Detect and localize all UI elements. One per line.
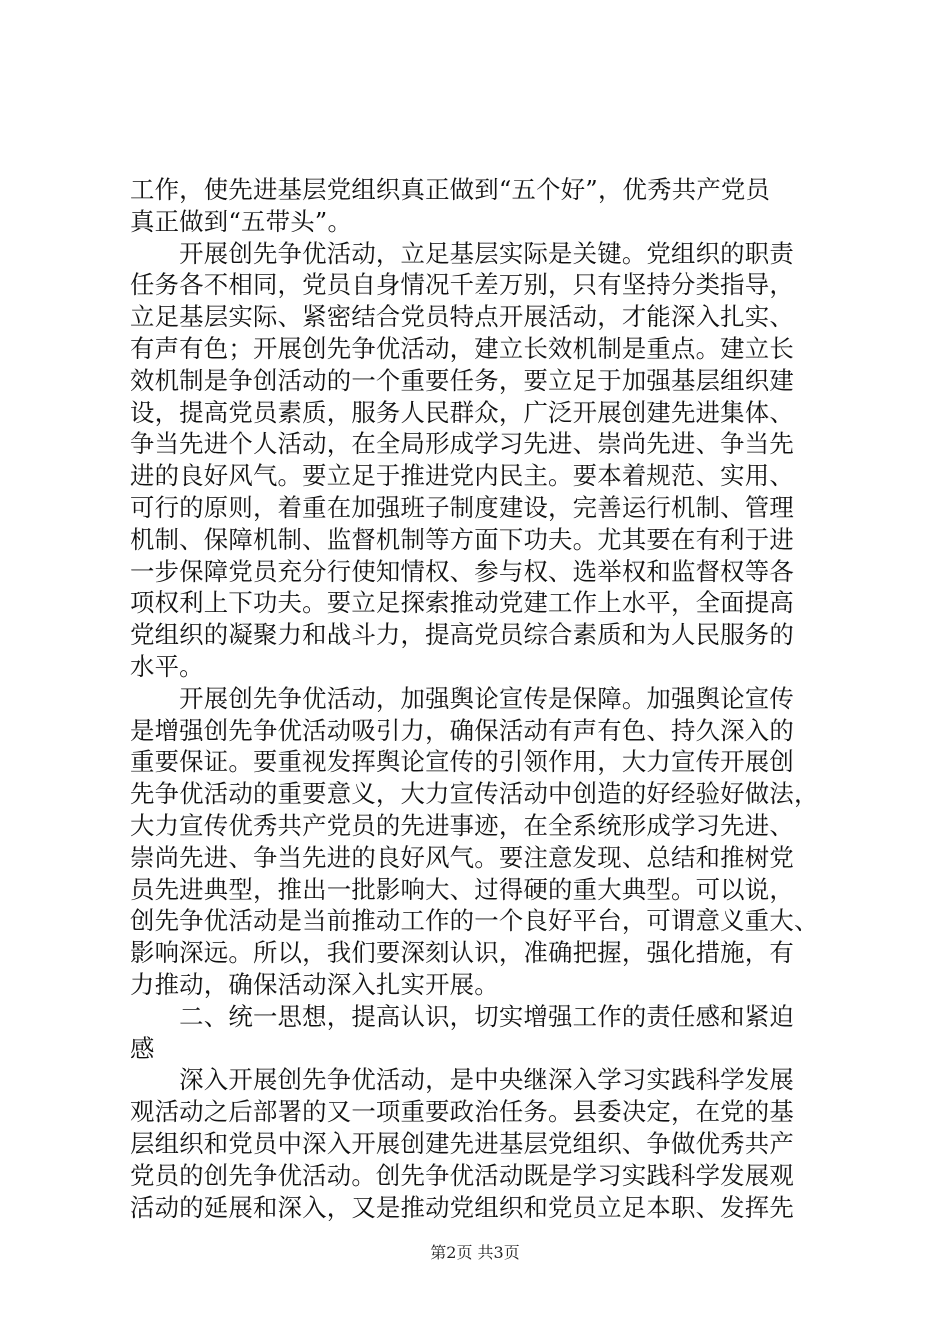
text-line: 活动的延展和深入，又是推动党组织和党员立足本职、发挥先 — [130, 1192, 794, 1222]
text-line: 深入开展创先争优活动，是中央继深入学习实践科学发展 — [130, 1065, 794, 1095]
text-line: 项权利上下功夫。要立足探索推动党建工作上水平，全面提高 — [130, 588, 794, 618]
text-line: 党组织的凝聚力和战斗力，提高党员综合素质和为人民服务的 — [130, 620, 794, 650]
text-line: 机制、保障机制、监督机制等方面下功夫。尤其要在有利于进 — [130, 524, 794, 554]
text-line: 观活动之后部署的又一项重要政治任务。县委决定，在党的基 — [130, 1097, 794, 1127]
text-line: 真正做到“五带头”。 — [130, 206, 353, 236]
page-footer: 第2页 共3页 — [430, 1243, 520, 1262]
text-line: 进的良好风气。要立足于推进党内民主。要本着规范、实用、 — [130, 461, 794, 491]
text-line: 效机制是争创活动的一个重要任务，要立足于加强基层组织建 — [130, 365, 794, 395]
text-line: 开展创先争优活动，加强舆论宣传是保障。加强舆论宣传 — [130, 683, 794, 713]
text-line: 创先争优活动是当前推动工作的一个良好平台，可谓意义重大、 — [130, 906, 819, 936]
text-line: 二、统一思想，提高认识，切实增强工作的责任感和紧迫 — [130, 1001, 794, 1031]
text-line: 员先进典型，推出一批影响大、过得硬的重大典型。可以说， — [130, 874, 794, 904]
text-line: 重要保证。要重视发挥舆论宣传的引领作用，大力宣传开展创 — [130, 747, 794, 777]
text-line: 水平。 — [130, 651, 204, 681]
text-line: 大力宣传优秀共产党员的先进事迹，在全系统形成学习先进、 — [130, 810, 794, 840]
text-line: 力推动，确保活动深入扎实开展。 — [130, 969, 499, 999]
text-line: 感 — [130, 1033, 155, 1063]
body-text — [130, 174, 830, 1223]
text-line: 党员的创先争优活动。创先争优活动既是学习实践科学发展观 — [130, 1160, 794, 1190]
text-line: 任务各不相同，党员自身情况千差万别，只有坚持分类指导， — [130, 270, 794, 300]
text-line: 开展创先争优活动，立足基层实际是关键。党组织的职责 — [130, 238, 794, 268]
text-line: 可行的原则，着重在加强班子制度建设，完善运行机制、管理 — [130, 492, 794, 522]
text-line: 有声有色；开展创先争优活动，建立长效机制是重点。建立长 — [130, 333, 794, 363]
text-line: 立足基层实际、紧密结合党员特点开展活动，才能深入扎实、 — [130, 302, 794, 332]
text-line: 影响深远。所以，我们要深刻认识，准确把握，强化措施，有 — [130, 938, 794, 968]
text-line: 是增强创先争优活动吸引力，确保活动有声有色、持久深入的 — [130, 715, 794, 745]
text-line: 一步保障党员充分行使知情权、参与权、选举权和监督权等各 — [130, 556, 794, 586]
text-line: 崇尚先进、争当先进的良好风气。要注意发现、总结和推树党 — [130, 842, 794, 872]
text-line: 争当先进个人活动，在全局形成学习先进、崇尚先进、争当先 — [130, 429, 794, 459]
text-line: 层组织和党员中深入开展创建先进基层党组织、争做优秀共产 — [130, 1128, 794, 1158]
text-line: 先争优活动的重要意义，大力宣传活动中创造的好经验好做法， — [130, 779, 819, 809]
text-line: 设，提高党员素质，服务人民群众，广泛开展创建先进集体、 — [130, 397, 794, 427]
text-line: 工作，使先进基层党组织真正做到“五个好”，优秀共产党员 — [130, 175, 771, 204]
